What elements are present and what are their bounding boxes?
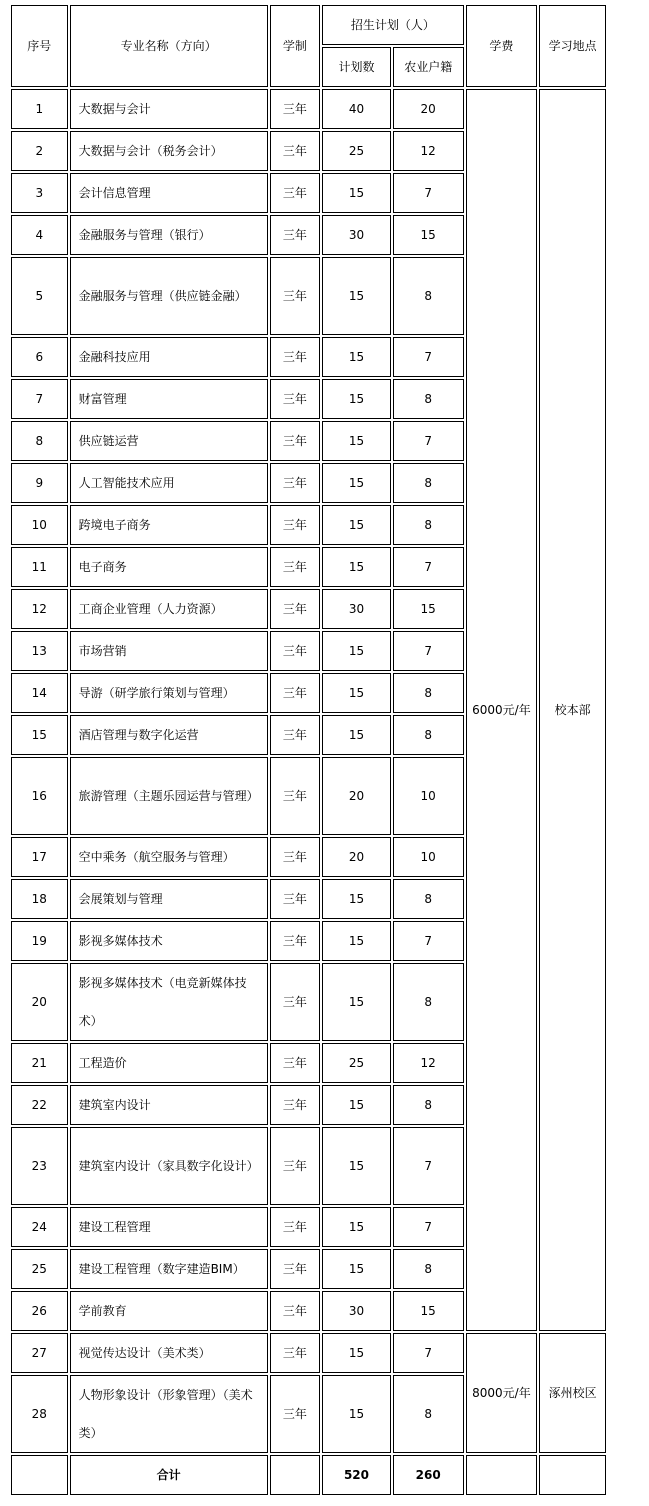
header-seq: 序号 [11, 5, 68, 87]
location-cell: 校本部 [539, 89, 606, 1331]
rural-count: 7 [393, 921, 464, 961]
rural-count: 8 [393, 715, 464, 755]
total-empty-seq [11, 1455, 68, 1495]
row-number: 19 [11, 921, 68, 961]
row-number: 13 [11, 631, 68, 671]
plan-count: 15 [322, 879, 391, 919]
row-number: 23 [11, 1127, 68, 1205]
duration: 三年 [270, 673, 321, 713]
header-duration: 学制 [270, 5, 321, 87]
plan-count: 15 [322, 257, 391, 335]
plan-count: 15 [322, 1085, 391, 1125]
header-rural: 农业户籍 [393, 47, 464, 87]
plan-count: 15 [322, 421, 391, 461]
rural-count: 8 [393, 879, 464, 919]
duration: 三年 [270, 257, 321, 335]
plan-count: 15 [322, 1333, 391, 1373]
plan-count: 15 [322, 379, 391, 419]
rural-count: 8 [393, 463, 464, 503]
plan-count: 15 [322, 1127, 391, 1205]
plan-count: 15 [322, 921, 391, 961]
duration: 三年 [270, 1085, 321, 1125]
rural-count: 8 [393, 505, 464, 545]
duration: 三年 [270, 631, 321, 671]
row-number: 6 [11, 337, 68, 377]
duration: 三年 [270, 89, 321, 129]
rural-count: 7 [393, 337, 464, 377]
rural-count: 8 [393, 379, 464, 419]
row-number: 3 [11, 173, 68, 213]
major-name: 建设工程管理 [70, 1207, 268, 1247]
plan-count: 25 [322, 131, 391, 171]
major-name: 学前教育 [70, 1291, 268, 1331]
major-name: 金融服务与管理（银行） [70, 215, 268, 255]
plan-count: 25 [322, 1043, 391, 1083]
row-number: 25 [11, 1249, 68, 1289]
header-major: 专业名称（方向） [70, 5, 268, 87]
plan-count: 15 [322, 547, 391, 587]
plan-count: 15 [322, 1207, 391, 1247]
duration: 三年 [270, 173, 321, 213]
duration: 三年 [270, 463, 321, 503]
major-name: 会计信息管理 [70, 173, 268, 213]
row-number: 9 [11, 463, 68, 503]
duration: 三年 [270, 589, 321, 629]
duration: 三年 [270, 1333, 321, 1373]
plan-count: 15 [322, 173, 391, 213]
row-number: 20 [11, 963, 68, 1041]
rural-count: 12 [393, 131, 464, 171]
row-number: 5 [11, 257, 68, 335]
duration: 三年 [270, 837, 321, 877]
row-number: 28 [11, 1375, 68, 1453]
duration: 三年 [270, 1249, 321, 1289]
major-name: 旅游管理（主题乐园运营与管理） [70, 757, 268, 835]
major-name: 人物形象设计（形象管理）（美术类） [70, 1375, 268, 1453]
major-name: 跨境电子商务 [70, 505, 268, 545]
plan-count: 30 [322, 1291, 391, 1331]
header-plan-count: 计划数 [322, 47, 391, 87]
row-number: 11 [11, 547, 68, 587]
total-row [11, 1455, 606, 1495]
plan-count: 15 [322, 1375, 391, 1453]
rural-count: 7 [393, 173, 464, 213]
rural-count: 7 [393, 631, 464, 671]
row-number: 16 [11, 757, 68, 835]
duration: 三年 [270, 757, 321, 835]
duration: 三年 [270, 215, 321, 255]
row-number: 26 [11, 1291, 68, 1331]
rural-count: 7 [393, 1207, 464, 1247]
duration: 三年 [270, 547, 321, 587]
total-rural-count: 260 [393, 1455, 464, 1495]
rural-count: 8 [393, 257, 464, 335]
duration: 三年 [270, 1291, 321, 1331]
row-number: 7 [11, 379, 68, 419]
tuition-cell: 8000元/年 [466, 1333, 538, 1453]
major-name: 金融服务与管理（供应链金融） [70, 257, 268, 335]
row-number: 8 [11, 421, 68, 461]
major-name: 酒店管理与数字化运营 [70, 715, 268, 755]
duration: 三年 [270, 1043, 321, 1083]
plan-count: 15 [322, 673, 391, 713]
row-number: 15 [11, 715, 68, 755]
plan-count: 20 [322, 837, 391, 877]
header-location: 学习地点 [539, 5, 606, 87]
rural-count: 7 [393, 1127, 464, 1205]
major-name: 影视多媒体技术（电竞新媒体技术） [70, 963, 268, 1041]
total-empty-duration [270, 1455, 321, 1495]
major-name: 导游（研学旅行策划与管理） [70, 673, 268, 713]
duration: 三年 [270, 505, 321, 545]
location-cell: 涿州校区 [539, 1333, 606, 1453]
plan-count: 30 [322, 589, 391, 629]
duration: 三年 [270, 379, 321, 419]
row-number: 10 [11, 505, 68, 545]
row-number: 14 [11, 673, 68, 713]
major-name: 会展策划与管理 [70, 879, 268, 919]
rural-count: 12 [393, 1043, 464, 1083]
rural-count: 10 [393, 837, 464, 877]
row-number: 2 [11, 131, 68, 171]
major-name: 电子商务 [70, 547, 268, 587]
tuition-cell: 6000元/年 [466, 89, 538, 1331]
rural-count: 15 [393, 1291, 464, 1331]
plan-count: 40 [322, 89, 391, 129]
row-number: 12 [11, 589, 68, 629]
major-name: 人工智能技术应用 [70, 463, 268, 503]
plan-count: 15 [322, 631, 391, 671]
row-number: 17 [11, 837, 68, 877]
major-name: 空中乘务（航空服务与管理） [70, 837, 268, 877]
duration: 三年 [270, 421, 321, 461]
row-number: 18 [11, 879, 68, 919]
major-name: 建设工程管理（数字建造BIM） [70, 1249, 268, 1289]
duration: 三年 [270, 1375, 321, 1453]
duration: 三年 [270, 131, 321, 171]
major-name: 金融科技应用 [70, 337, 268, 377]
enrollment-plan-table [9, 3, 608, 1497]
duration: 三年 [270, 879, 321, 919]
major-name: 市场营销 [70, 631, 268, 671]
plan-count: 30 [322, 215, 391, 255]
major-name: 影视多媒体技术 [70, 921, 268, 961]
major-name: 建筑室内设计 [70, 1085, 268, 1125]
row-number: 4 [11, 215, 68, 255]
table-row [11, 89, 606, 129]
plan-count: 15 [322, 1249, 391, 1289]
header-row [11, 5, 606, 45]
rural-count: 8 [393, 1085, 464, 1125]
major-name: 工程造价 [70, 1043, 268, 1083]
rural-count: 7 [393, 547, 464, 587]
rural-count: 15 [393, 589, 464, 629]
rural-count: 20 [393, 89, 464, 129]
header-tuition: 学费 [466, 5, 538, 87]
duration: 三年 [270, 921, 321, 961]
rural-count: 8 [393, 1375, 464, 1453]
rural-count: 8 [393, 1249, 464, 1289]
rural-count: 8 [393, 673, 464, 713]
duration: 三年 [270, 963, 321, 1041]
major-name: 视觉传达设计（美术类） [70, 1333, 268, 1373]
duration: 三年 [270, 1127, 321, 1205]
plan-count: 15 [322, 715, 391, 755]
table-body [11, 5, 606, 1495]
plan-count: 20 [322, 757, 391, 835]
plan-count: 15 [322, 963, 391, 1041]
plan-count: 15 [322, 463, 391, 503]
table-row [11, 1333, 606, 1373]
major-name: 供应链运营 [70, 421, 268, 461]
total-label: 合计 [70, 1455, 268, 1495]
major-name: 工商企业管理（人力资源） [70, 589, 268, 629]
row-number: 24 [11, 1207, 68, 1247]
rural-count: 15 [393, 215, 464, 255]
total-empty-location [539, 1455, 606, 1495]
rural-count: 7 [393, 1333, 464, 1373]
row-number: 27 [11, 1333, 68, 1373]
plan-count: 15 [322, 505, 391, 545]
plan-count: 15 [322, 337, 391, 377]
total-plan-count: 520 [322, 1455, 391, 1495]
rural-count: 8 [393, 963, 464, 1041]
row-number: 22 [11, 1085, 68, 1125]
duration: 三年 [270, 337, 321, 377]
row-number: 21 [11, 1043, 68, 1083]
rural-count: 10 [393, 757, 464, 835]
duration: 三年 [270, 715, 321, 755]
row-number: 1 [11, 89, 68, 129]
duration: 三年 [270, 1207, 321, 1247]
major-name: 财富管理 [70, 379, 268, 419]
major-name: 大数据与会计 [70, 89, 268, 129]
rural-count: 7 [393, 421, 464, 461]
major-name: 大数据与会计（税务会计） [70, 131, 268, 171]
header-plan-group: 招生计划（人） [322, 5, 463, 45]
major-name: 建筑室内设计（家具数字化设计） [70, 1127, 268, 1205]
total-empty-tuition [466, 1455, 538, 1495]
